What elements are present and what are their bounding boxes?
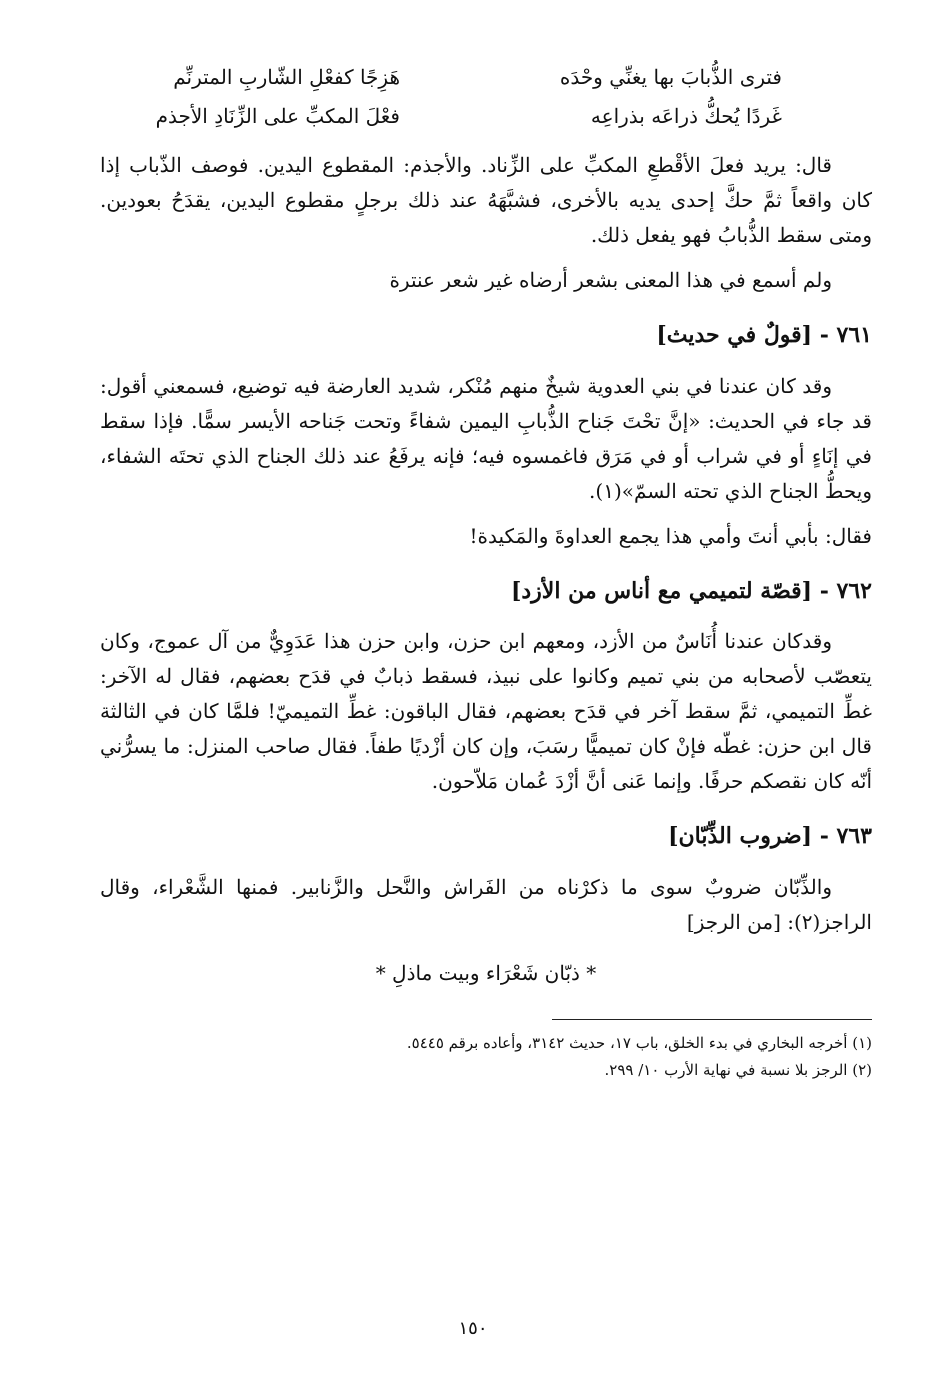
hemistich: غَردًا يُحكُّ ذراعَه بذراعِه bbox=[590, 104, 782, 128]
section-heading: ٧٦٢ - [قصّة لتميمي مع أناس من الأزد] bbox=[510, 577, 872, 604]
hemistich: هَزِجًا كفعْلِ الشّاربِ المترنِّم bbox=[173, 65, 400, 89]
paragraph: قال: يريد فعلَ الأقْطعِ المكبِّ على الزِّناد. والأجذم: المقطوع اليدين. فوصف الذّباب إذا كان واقعاً ثمَّ حكَّ إحدى يديه بالأخرى، فشبَّهَهُ عند ذلك برجلٍ مقطوع اليدين، يقدَحُ بعودين. ومتى سقط الذُّبابُ فهو يفعل ذلك. bbox=[100, 153, 872, 247]
hemistich: فعْلَ المكبِّ على الزِّنَادِ الأجذم bbox=[155, 104, 400, 128]
paragraph: فقال: بأبي أنتَ وأمي هذا يجمع العداوةَ والمَكيدة! bbox=[469, 523, 872, 548]
section-heading: ٧٦١ - [قولٌ في حديث] bbox=[656, 322, 872, 348]
footnote-divider bbox=[552, 1019, 872, 1020]
footnote: (٢) الرجز بلا نسبة في نهاية الأرب ١٠/ ٢٩٩. bbox=[604, 1060, 872, 1079]
paragraph: وقد كان عندنا في بني العدوية شيخٌ منهم مُنْكر، شديد العارضة فيه توضيع، فسمعني أقول: قد جاء في الحديث: «إنَّ تحْتَ جَناح الذُّبابِ اليمين شفاءً وتحت جَناحه الأيسر سمًّا. فإذا سقط في إنَاءٍ أو في شراب أو في مَرَق فاغمسوه فيه؛ فإنه يرفَعُ عند ذلك الجناح الذي تحتَه الشفاء، ويحطُّ الجناح الذي تحته السمّ»(١). bbox=[100, 373, 872, 503]
hemistich: فترى الذُّبابَ بها يغنِّي وحْدَه bbox=[559, 65, 782, 89]
paragraph: وقدكان عندنا أُنَاسٌ من الأزد، ومعهم ابن حزن، وابن حزن هذا عَدَوِيٌّ من آل عموج، وكان يتعصّب لأصحابه من بني تميم وكانوا على نبيذ، فسقط ذبابٌ في قدَح بعضهم، فقال له الآخر: غطِّ التميمي، ثمَّ سقط آخر في قدَح بعضهم، فقال الباقون: غطِّ التميميّ! فلمَّا كان في الثالثة قال ابن حزن: غطّه فإنْ كان تميميًّا رسَبَ، وإن كان أزْديًا طفاً. فقال صاحب المنزل: ما يسرُّني أنّه كان نقصكم حرفًا. وإنما عَنى أنَّ أزْدَ عُمان مَلاّحون. bbox=[100, 629, 872, 793]
paragraph: والذِّبّان ضروبٌ سوى ما ذكرْناه من الفَراش والنَّحل والزَّنابير. فمنها الشَّعْراء، وقال الراجز(٢): [من الرجز] bbox=[100, 874, 872, 934]
verse-line: * ذبّان شَعْرَاء وبيت ماذلِ * bbox=[375, 960, 597, 985]
page-body bbox=[100, 60, 872, 1084]
poem-line bbox=[100, 99, 872, 134]
page-number: ١٥٠ bbox=[458, 1318, 488, 1339]
footnotes bbox=[100, 1030, 872, 1084]
paragraph: ولم أسمع في هذا المعنى بشعر أرضاه غير شعر عنترة bbox=[389, 268, 832, 292]
poem-line bbox=[100, 60, 872, 95]
footnote: (١) أخرجه البخاري في بدء الخلق، باب ١٧، حديث ٣١٤٢، وأعاده برقم ٥٤٤٥. bbox=[406, 1033, 872, 1052]
section-heading: ٧٦٣ - [ضروب الذِّبّان] bbox=[668, 823, 872, 849]
